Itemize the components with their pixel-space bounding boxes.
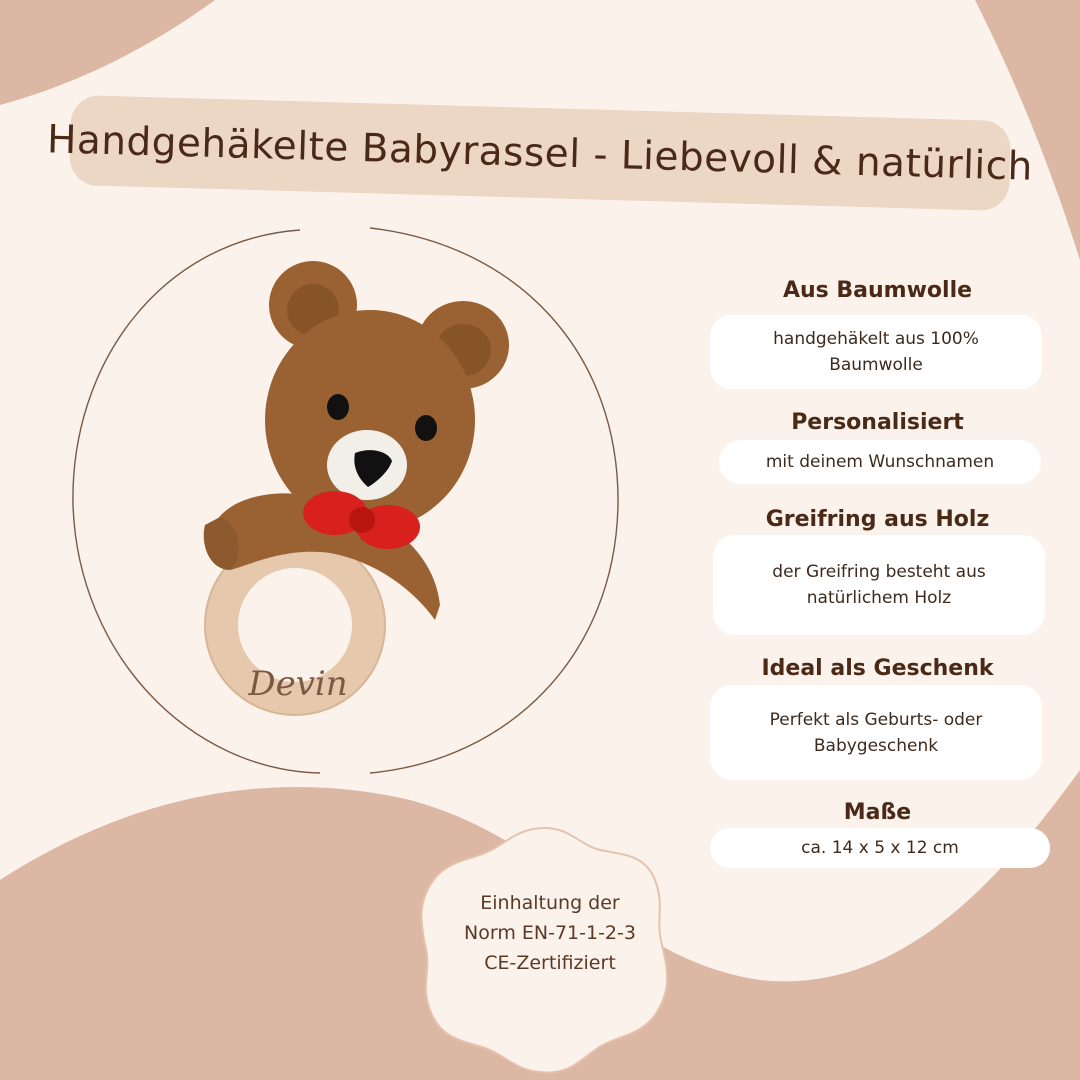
- feature-box-cotton: [710, 315, 1042, 389]
- feature-text: der Greifring besteht aus: [772, 562, 986, 582]
- feature-text: Perfekt als Geburts- oder: [769, 709, 983, 730]
- feature-title-gift: Ideal als Geschenk: [761, 656, 994, 681]
- feature-title-wood: Greifring aus Holz: [765, 507, 990, 532]
- feature-title-personalized: Personalisiert: [791, 410, 964, 435]
- feature-text: Baumwolle: [829, 355, 923, 375]
- seal-line: Einhaltung der: [480, 892, 620, 914]
- seal-text: [430, 888, 670, 978]
- feature-box-dimensions: [710, 828, 1050, 868]
- seal-line: Norm EN-71-1-2-3: [464, 922, 636, 944]
- bear-eye-right: [415, 415, 437, 441]
- feature-title-cotton: Aus Baumwolle: [782, 278, 973, 303]
- feature-text: natürlichem Holz: [806, 588, 952, 608]
- corner-shape-top-left: [0, 0, 215, 105]
- feature-box-personalized: [719, 440, 1041, 484]
- feature-box-gift: [710, 685, 1042, 780]
- page-title: Handgehäkelte Babyrassel - Liebevoll & natürlich: [46, 116, 1034, 190]
- feature-text: mit deinem Wunschnamen: [765, 452, 995, 472]
- engraved-name: Devin: [248, 664, 348, 704]
- product-image: [70, 225, 630, 785]
- feature-text: handgehäkelt aus 100%: [773, 329, 979, 349]
- feature-title-dimensions: Maße: [843, 800, 912, 825]
- bear-eye-left: [327, 394, 349, 420]
- feature-box-wood: [713, 535, 1045, 635]
- feature-text: Babygeschenk: [813, 735, 939, 756]
- feature-text: ca. 14 x 5 x 12 cm: [801, 838, 959, 858]
- seal-line: CE-Zertifiziert: [484, 952, 616, 974]
